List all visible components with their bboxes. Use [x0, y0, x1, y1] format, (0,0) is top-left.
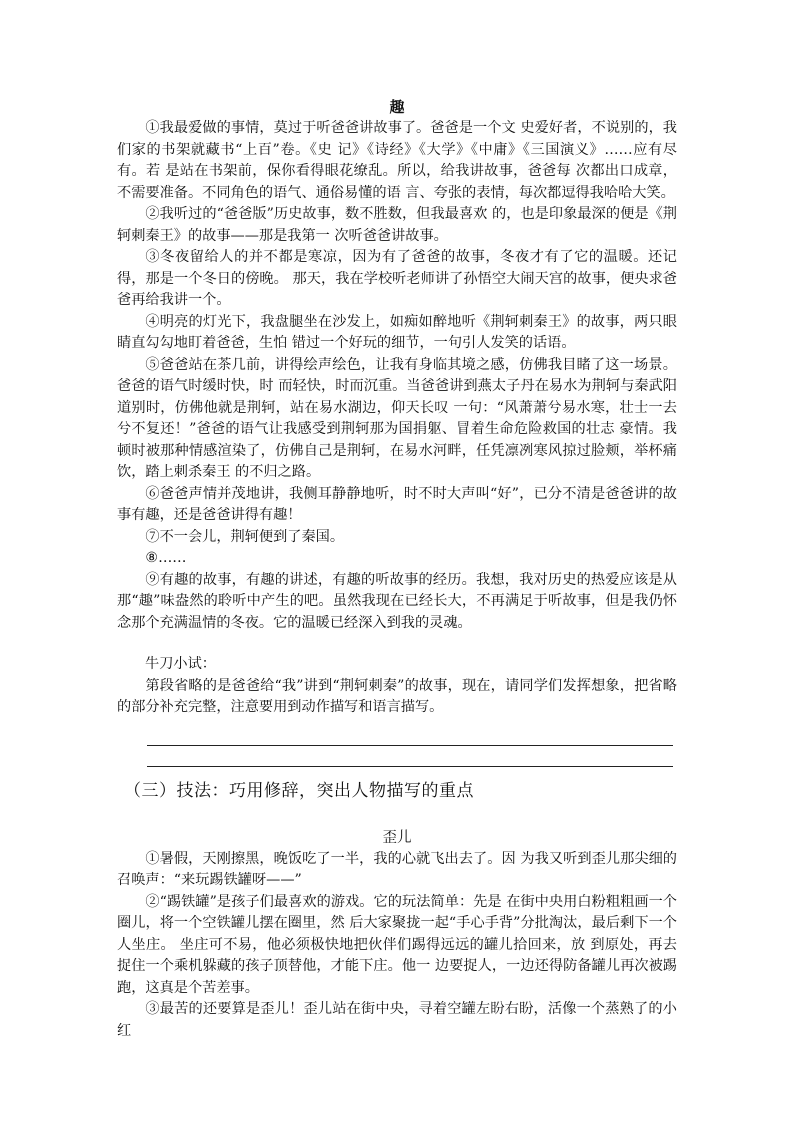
spacer	[117, 805, 677, 827]
paragraph-2-2: ②“踢铁罐”是孩子们最喜欢的游戏。它的玩法简单：先是 在街中央用白粉粗粗画一个圈儿，将一个空铁罐儿摆在圈里，然 后大家聚拢一起“手心手背”分批淘汰，最后剩下一个人坐庄。 坐庄可不易，他必须极快地把伙伴们踢得远远的罐儿拾回来，放 到原处，再去捉住一个乘机躲藏的孩子顶替他，才能下庄。他一 边要捉人，一边还得防备罐儿再次被踢跑，这真是个苦差事。	[117, 893, 677, 996]
practice-instruction: 第段省略的是爸爸给“我”讲到“荆轲刺秦”的故事，现在，请同学们发挥想象，把省略的部分补充完整，注意要用到动作描写和语言描写。	[117, 677, 677, 715]
paragraph-7: ⑦不一会儿，荆轲便到了秦国。	[145, 528, 345, 545]
story-body-2	[117, 849, 677, 1043]
spacer	[117, 634, 677, 654]
section-heading: （三）技法：巧用修辞，突出人物描写的重点	[124, 780, 474, 801]
spacer	[117, 767, 677, 777]
story-title: 趣	[389, 98, 405, 116]
story-body	[117, 118, 677, 634]
paragraph-2-1: ①暑假，天刚擦黑，晚饭吃了一半，我的心就飞出去了。因 为我又听到歪儿那尖细的召唤声：“来玩踢铁罐呀——”	[117, 850, 677, 888]
story-title-2: 歪儿	[382, 829, 412, 846]
paragraph-6: ⑥爸爸声情并茂地讲，我侧耳静静地听，时不时大声叫“好”，已分不清是爸爸讲的故事有趣，还是爸爸讲得有趣！	[117, 485, 677, 523]
paragraph-2-3: ③最苦的还要算是歪儿！歪儿站在街中央，寻着空罐左盼右盼，活像一个蒸熟了的小红	[117, 1001, 677, 1039]
paragraph-3: ③冬夜留给人的并不都是寒凉，因为有了爸爸的故事，冬夜才有了它的温暖。还记得，那是一个冬日的傍晚。 那天，我在学校听老师讲了孙悟空大闹天宫的故事，便央求爸爸再给我讲一个。	[117, 249, 677, 308]
spacer	[117, 746, 677, 766]
paragraph-9: ⑨有趣的故事，有趣的讲述，有趣的听故事的经历。我想，我对历史的热爱应该是从那“趣”味盎然的聆听中产生的吧。虽然我现在已经长大，不再满足于听故事，但是我仍怀念那个充满温情的冬夜。它的温暖已经深入到我的灵魂。	[117, 571, 677, 631]
paragraph-2: ②我听过的“爸爸版”历史故事，数不胜数，但我最喜欢 的，也是印象最深的便是《荆轲刺秦王》的故事——那是我第一 次听爸爸讲故事。	[117, 206, 677, 244]
document-page	[117, 96, 677, 1042]
spacer	[117, 719, 677, 745]
paragraph-8: ⑧……	[145, 550, 187, 566]
paragraph-5: ⑤爸爸站在茶几前，讲得绘声绘色，让我有身临其境之感，仿佛我目睹了这一场景。爸爸的语气时缓时快，时 而轻快，时而沉重。当爸爸讲到燕太子丹在易水为荆轲与秦武阳道别时，仿佛他就是荆轲，站在易水湖边，仰天长叹 一句：“风萧萧兮易水寒，壮士一去兮不复还！”爸爸的语气让我感受到荆轲那为国捐躯、冒着生命危险救国的壮志 豪情。我顿时被那种情感渲染了，仿佛自己是荆轲，在易水河畔，任凭凛冽寒风掠过脸颊，举杯痛饮，踏上刺杀秦王 的不归之路。	[117, 356, 677, 480]
practice-label: 牛刀小试：	[145, 656, 216, 672]
paragraph-1: ①我最爱做的事情，莫过于听爸爸讲故事了。爸爸是一个文 史爱好者，不说别的，我们家的书架就藏书“上百”卷。《史 记》《诗经》《大学》《中庸》《三国演义》……应有尽有。若 是站在书架前，保你看得眼花缭乱。所以，给我讲故事，爸爸每 次都出口成章，不需要准备。不同角色的语气、通俗易懂的语 言、夸张的表情，每次都逗得我哈哈大笑。	[117, 120, 677, 201]
paragraph-4: ④明亮的灯光下，我盘腿坐在沙发上，如痴如醉地听《荆轲刺秦王》的故事，两只眼睛直勾勾地盯着爸爸，生怕 错过一个好玩的细节，一句引人发笑的话语。	[117, 313, 677, 351]
